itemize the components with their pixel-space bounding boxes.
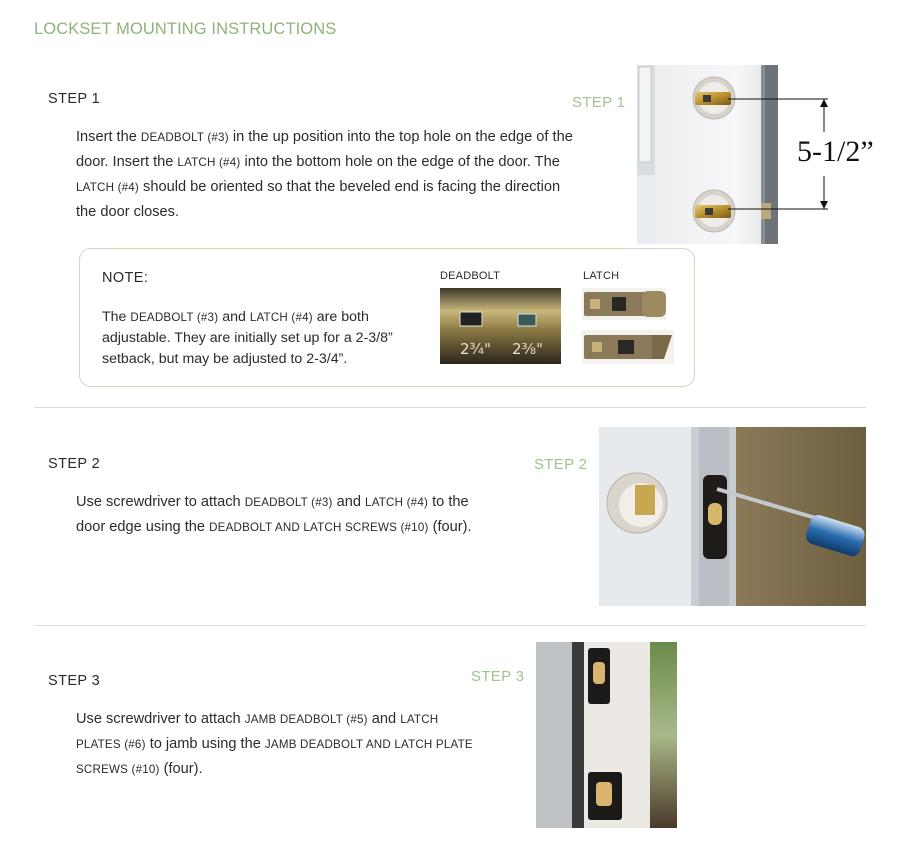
svg-text:2¾": 2¾"	[460, 340, 491, 358]
latch-term: LATCH (#4)	[249, 311, 313, 324]
deadbolt-term: DEADBOLT (#3)	[130, 311, 219, 324]
svg-text:2⅜": 2⅜"	[512, 340, 543, 358]
latch-closeup-image-2	[582, 330, 674, 364]
section-divider	[34, 407, 866, 408]
section-divider	[34, 625, 866, 626]
jamb-deadbolt-term: JAMB DEADBOLT (#5)	[244, 713, 368, 726]
dimension-label: 5-1/2”	[797, 135, 874, 168]
screwdriver-illustration	[599, 427, 866, 606]
note-title: NOTE:	[102, 270, 149, 286]
step-3-tag: STEP 3	[471, 668, 525, 685]
note-text: The DEADBOLT (#3) and LATCH (#4) are both adjustable. They are initially set up for a 2-3/8” setback, but may be adjusted to 2-3/4”.	[102, 309, 393, 367]
screws-term: JAMB DEADBOLT AND LATCH PLATE SCREWS (#10)	[76, 738, 473, 776]
latch-label: LATCH	[583, 270, 620, 282]
deadbolt-closeup-image	[440, 288, 561, 364]
page-title: LOCKSET MOUNTING INSTRUCTIONS	[34, 20, 337, 38]
step-1-heading: STEP 1	[48, 91, 101, 107]
deadbolt-illustration	[440, 288, 561, 364]
deadbolt-term: DEADBOLT (#3)	[244, 496, 333, 509]
screws-term: DEADBOLT AND LATCH SCREWS (#10)	[209, 521, 429, 534]
latch-illustration	[582, 330, 674, 364]
latch-term: LATCH (#4)	[365, 496, 429, 509]
step-3-heading: STEP 3	[48, 673, 101, 689]
step-2-tag: STEP 2	[534, 456, 588, 473]
deadbolt-label: DEADBOLT	[440, 270, 501, 282]
step-2-text: Use screwdriver to attach DEADBOLT (#3) and LATCH (#4) to the door edge using the DEADBOLT AND LATCH SCREWS (#10) (four).	[76, 494, 472, 535]
latch-term: LATCH (#4)	[177, 156, 241, 169]
step-2-heading: STEP 2	[48, 456, 101, 472]
latch-plates-term: LATCH PLATES (#6)	[76, 713, 439, 751]
latch-closeup-image-1	[582, 288, 666, 320]
step-3-jamb-image	[536, 642, 677, 828]
latch-term: LATCH (#4)	[76, 181, 139, 194]
deadbolt-term: DEADBOLT (#3)	[140, 131, 229, 144]
step-3-text: Use screwdriver to attach JAMB DEADBOLT (#5) and LATCH PLATES (#6) to jamb using the JAMB DEADBOLT AND LATCH PLATE SCREWS (#10) (four).	[76, 711, 473, 777]
latch-illustration	[582, 288, 666, 320]
step-1-text: Insert the DEADBOLT (#3) in the up position into the top hole on the edge of the door. Insert the LATCH (#4) into the bottom hole on the edge of the door. The LATCH (#4) should be oriented so that the beveled end is facing the direction the door closes.	[76, 129, 573, 220]
step-1-tag: STEP 1	[572, 94, 626, 111]
step-2-screwdriver-image	[599, 427, 866, 606]
jamb-illustration	[536, 642, 677, 828]
